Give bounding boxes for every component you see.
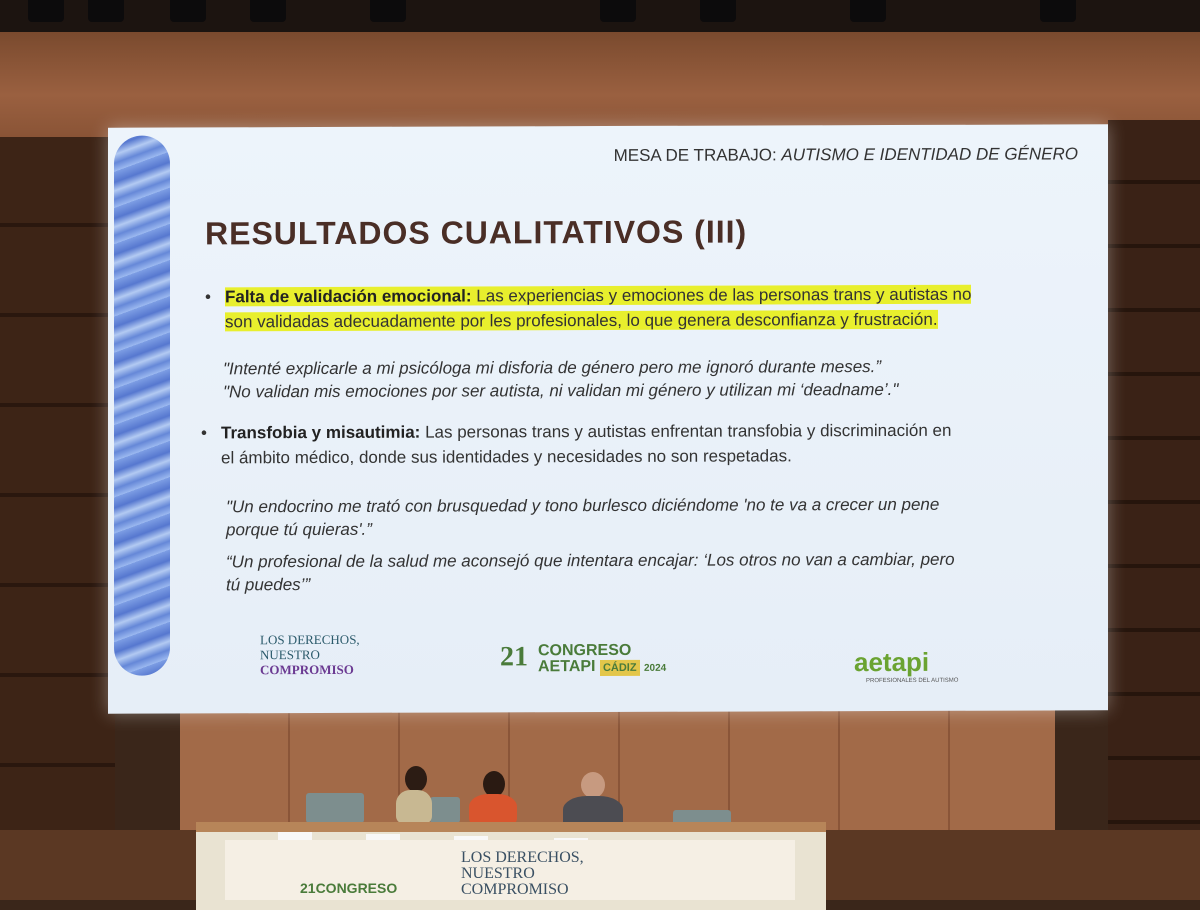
stage-light [28,0,64,22]
bullet-transphobia [201,418,952,471]
logo-left-line2: NUESTRO [260,647,320,663]
chair [306,793,364,823]
quote3-line2: tú puedes’” [226,575,311,595]
upper-wood-wall [0,32,1200,137]
bullet1-label: Falta de validación emocional: [225,286,472,307]
banner-congress: 21CONGRESO [300,880,398,896]
slide-title: RESULTADOS CUALITATIVOS (III) [205,213,748,252]
table-banner [225,840,795,900]
banner-line3: COMPROMISO [461,881,569,898]
stage-light [250,0,286,22]
bullet2-label: Transfobia y misautimia: [221,422,421,443]
congress-year: 2024 [644,662,667,674]
banner-line2: NUESTRO [461,865,535,882]
bullet2-text-line2: el ámbito médico, donde sus identidades y necesidades no son respetadas. [221,446,792,468]
stage-light [850,0,886,22]
speaker-head [581,772,605,798]
decorative-wave-pattern [114,136,170,676]
left-wood-wall [0,137,115,837]
ceiling-lighting-rig [0,0,1200,32]
quote2-line2: porque tú quieras'.” [226,519,372,540]
quote-block-1 [223,355,898,403]
speaker-head [405,766,427,792]
speaker-panelist-1 [396,790,432,824]
logo-congreso-aetapi [500,641,667,681]
aetapi-name: aetapi [854,646,930,678]
congress-word: CONGRESO [538,641,632,660]
stage-light [170,0,206,22]
quote1-line1: "Intenté explicarle a mi psicóloga mi disforia de género pero me ignoró durante meses.” [223,357,882,379]
slide-header-topic: AUTISMO E IDENTIDAD DE GÉNERO [781,144,1078,165]
quote-block-2 [226,493,939,541]
projection-screen [108,124,1108,713]
quote3-line1: “Un profesional de la salud me aconsejó que intentara encajar: ‘Los otros no van a cambiar, pero [226,549,955,572]
chair [430,797,460,823]
stage-light [370,0,406,22]
bullet-dot: • [205,287,211,307]
quote1-line2: "No validan mis emociones por ser autista, ni validan mi género y utilizan mi ‘deadname’." [223,379,899,402]
stage-light [88,0,124,22]
bullet2-text-line1: Las personas trans y autistas enfrentan transfobia y discriminación en [420,420,952,442]
quote2-line1: "Un endocrino me trató con brusquedad y tono burlesco diciéndome 'no te va a crecer un pene [226,494,940,517]
banner-line1: LOS DERECHOS, [461,849,584,866]
logo-aetapi [854,647,958,684]
stage-light [700,0,736,22]
banner-text [461,850,584,898]
slide-header [614,144,1078,166]
slide-header-prefix: MESA DE TRABAJO: [613,145,782,165]
congress-org: AETAPI [538,658,596,676]
quote-block-3 [226,548,955,597]
right-wood-wall [1108,120,1200,860]
bullet-dot: • [201,423,207,443]
bullet-emotional-validation [205,282,972,335]
logo-left-line1: LOS DERECHOS, [260,631,360,648]
congress-city: CÁDIZ [600,660,640,676]
congress-number: 21 [500,641,528,673]
aetapi-subtitle: PROFESIONALES DEL AUTISMO [866,677,959,685]
stage-light [1040,0,1076,22]
logo-left-line3: COMPROMISO [260,661,354,678]
bullet1-text-line2: son validadas adecuadamente por les profesionales, lo que genera desconfianza y frustración. [225,309,938,332]
stage-light [600,0,636,22]
logo-los-derechos [260,632,360,677]
bullet1-text-line1: Las experiencias y emociones de las personas trans y autistas no [471,284,972,306]
